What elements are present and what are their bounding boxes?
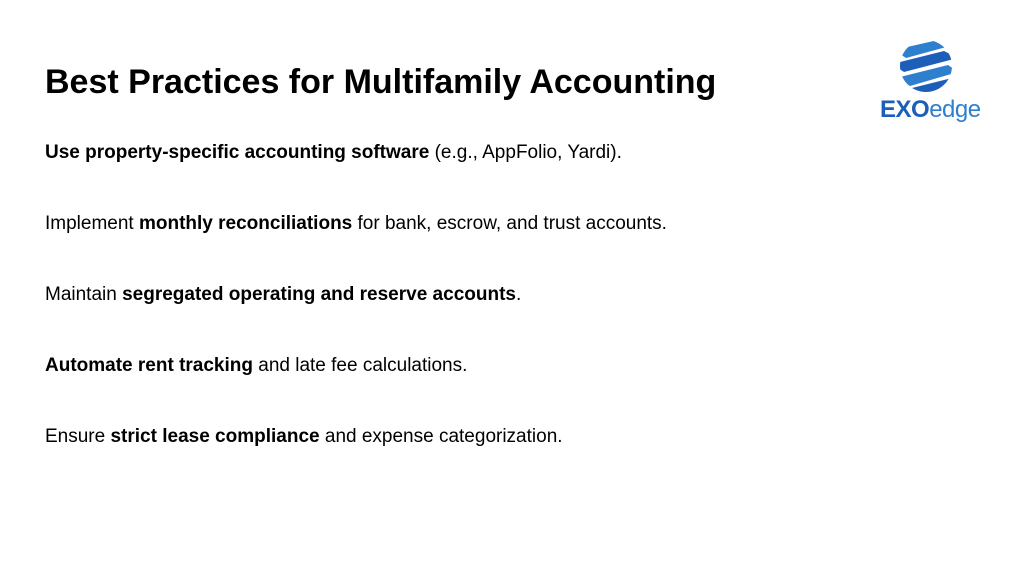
bullet-bold-text: segregated operating and reserve accounts xyxy=(122,284,516,305)
bullet-text: (e.g., AppFolio, Yardi). xyxy=(429,142,622,163)
bullet-bold-text: Use property-specific accounting software xyxy=(45,142,430,163)
bullet-bold-text: strict lease compliance xyxy=(110,426,320,447)
bullet-item xyxy=(45,353,667,379)
bullet-text: for bank, escrow, and trust accounts. xyxy=(352,213,667,234)
bullet-text: Implement xyxy=(45,213,139,234)
bullet-item xyxy=(45,282,667,308)
bullet-text: and late fee calculations. xyxy=(252,355,468,376)
bullet-text: Ensure xyxy=(45,426,111,447)
bullet-item xyxy=(45,424,667,450)
bullet-bold-text: monthly reconciliations xyxy=(138,213,353,234)
bullet-list xyxy=(45,140,667,495)
slide-title: Best Practices for Multifamily Accounting xyxy=(45,63,717,101)
bullet-text: . xyxy=(515,284,522,305)
bullet-item xyxy=(45,211,667,237)
bullet-bold-text: Automate rent tracking xyxy=(45,355,253,376)
logo-wordmark-exo: EXO xyxy=(880,96,930,123)
exoedge-globe-logo-icon xyxy=(898,38,954,94)
bullet-text: and expense categorization. xyxy=(319,426,563,447)
logo-wordmark xyxy=(880,96,981,124)
bullet-item xyxy=(45,140,667,166)
bullet-text: Maintain xyxy=(45,284,123,305)
exoedge-logo xyxy=(876,38,981,128)
logo-wordmark-edge: edge xyxy=(929,96,981,123)
